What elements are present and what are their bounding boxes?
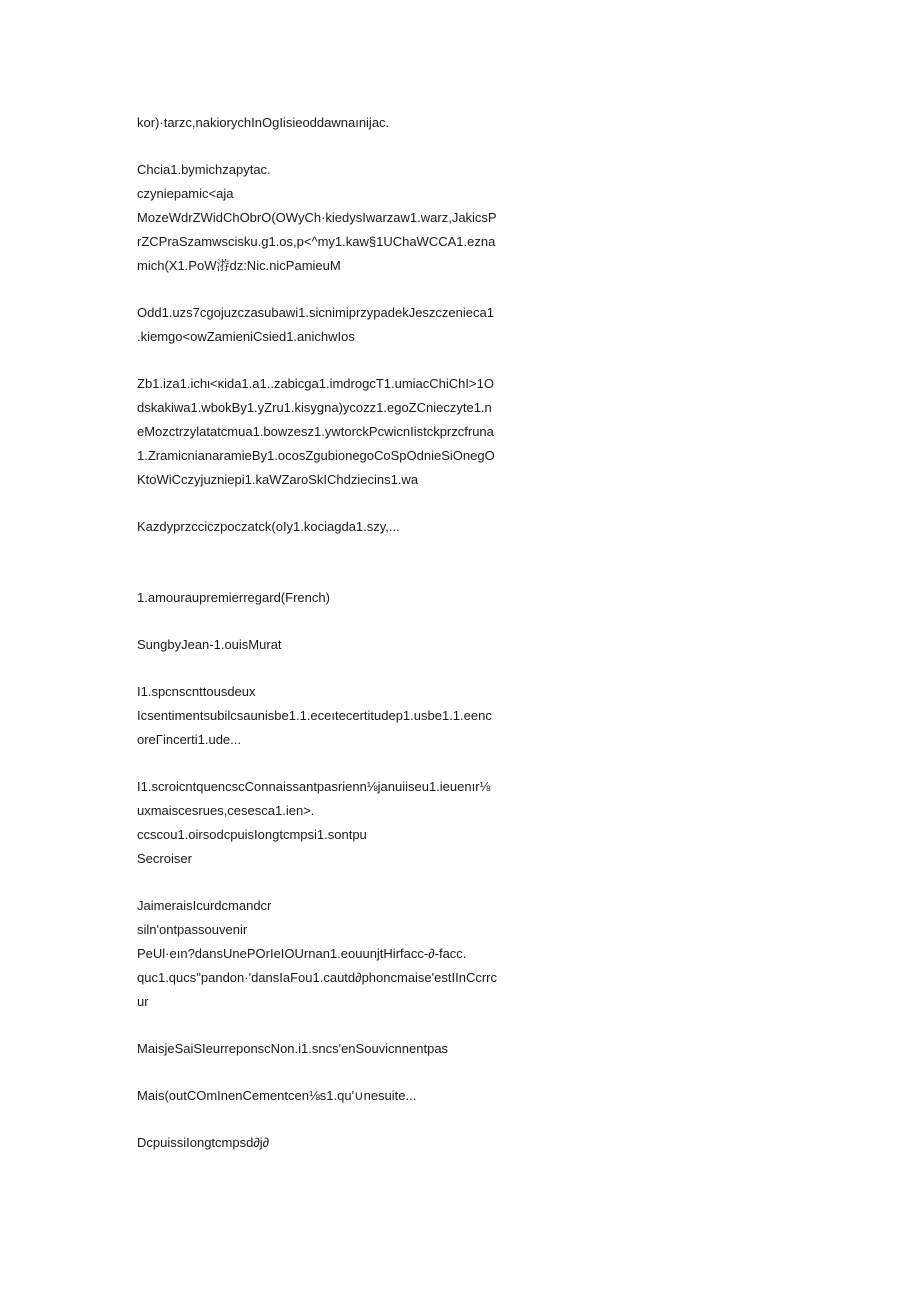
paragraph-spacer <box>137 1108 527 1131</box>
text-line: siln'ontpassouvenir <box>137 922 248 937</box>
document-body <box>137 111 527 1155</box>
paragraph-spacer <box>137 539 527 586</box>
text-line: I1.spcnscnttousdeux <box>137 684 256 699</box>
text-line: Zb1.iza1.ichι<κida1.a1..zabicga1.imdrogcT1.umiacChiChI>1O <box>137 376 494 391</box>
text-line: Secroiser <box>137 851 192 866</box>
text-line: uxmaiscesrues,cesesca1.ien>. <box>137 803 315 818</box>
paragraph <box>137 1084 527 1108</box>
paragraph-spacer <box>137 1061 527 1084</box>
paragraph <box>137 680 527 752</box>
paragraph <box>137 158 527 278</box>
text-line: eMozctrzylatatcmua1.bowzesz1.ywtorckPcwicnIistckprzcfruna <box>137 424 494 439</box>
text-line: ccscou1.oirsodcpuisIongtcmpsi1.sontpu <box>137 827 367 842</box>
text-line: MaisjeSaiSIeurreponscNon.i1.sncs'enSouvicnnentpas <box>137 1041 449 1056</box>
paragraph <box>137 1037 527 1061</box>
text-line: dskakiwa1.wbokBy1.yZru1.kisygna)ycozz1.egoZCnieczyte1.n <box>137 400 492 415</box>
text-line: DcpuissiIongtcmpsd∂j∂ <box>137 1135 270 1150</box>
text-line: .kiemgo<owZamieniCsied1.anichwIos <box>137 329 355 344</box>
paragraph-spacer <box>137 1014 527 1037</box>
paragraph-spacer <box>137 278 527 301</box>
paragraph-spacer <box>137 657 527 680</box>
text-line: Chcia1.bymichzapytac. <box>137 162 271 177</box>
paragraph <box>137 586 527 610</box>
paragraph <box>137 301 527 349</box>
text-line: rZCPraSzamwscisku.g1.os,p<^my1.kaw§1UChaWCCA1.ezna <box>137 234 496 249</box>
paragraph-spacer <box>137 752 527 775</box>
paragraph-spacer <box>137 135 527 158</box>
text-line: MozeWdrZWidChObrO(OWyCh·kiedysIwarzaw1.warz,JakicsP <box>137 210 497 225</box>
text-line: I1.scroicntquencscConnaissantpasrienn⅛januiiseu1.ieuenır⅛ <box>137 779 491 794</box>
text-line: Mais(outCOmInenCementcen⅛s1.qu'∪nesuite... <box>137 1088 417 1103</box>
text-line: Icsentimentsubilcsaunisbe1.1.eceıtecertitudep1.usbe1.1.eenc <box>137 708 492 723</box>
paragraph <box>137 1131 527 1155</box>
paragraph-spacer <box>137 610 527 633</box>
text-line: 1.ZramicnianaramieBy1.ocosZgubionegoCoSpOdnieSiOnegO <box>137 448 495 463</box>
text-line: JaimeraisIcurdcmandcr <box>137 898 272 913</box>
text-line: oreΓincerti1.ude... <box>137 732 241 747</box>
text-line: KtoWiCczyjuzniepi1.kaWZaroSkIChdziecins1.wa <box>137 472 419 487</box>
text-line: czyniepamic<aja <box>137 186 234 201</box>
paragraph <box>137 633 527 657</box>
text-line: Odd1.uzs7cgojuzczasubawi1.sicnimiprzypadekJeszczenieca1 <box>137 305 494 320</box>
paragraph <box>137 515 527 539</box>
text-line: SungbyJean-1.ouisMurat <box>137 637 282 652</box>
paragraph <box>137 894 527 1014</box>
paragraph <box>137 111 527 135</box>
text-line: 1.amouraupremierregard(French) <box>137 590 330 605</box>
text-line: ur <box>137 994 149 1009</box>
paragraph-spacer <box>137 349 527 372</box>
text-line: kor)·tarzc,nakiorychInOgIisieoddawnaınijac. <box>137 115 390 130</box>
text-line: PeUl·eın?dansUnePOrIeIOUrnan1.eouunjtHirfacc-∂-facc. <box>137 946 467 961</box>
paragraph-spacer <box>137 871 527 894</box>
text-line: mich(X1.PoW㳺dz:Nic.nicPamieuM <box>137 258 341 273</box>
paragraph <box>137 372 527 492</box>
paragraph <box>137 775 527 871</box>
text-line: quc1.qucs"pandon·'dansIaFou1.cautd∂phoncmaise'estIInCcrrc <box>137 970 497 985</box>
paragraph-spacer <box>137 492 527 515</box>
text-line: Kazdyprzcciczpoczatck(oIy1.kociagda1.szy,... <box>137 519 400 534</box>
